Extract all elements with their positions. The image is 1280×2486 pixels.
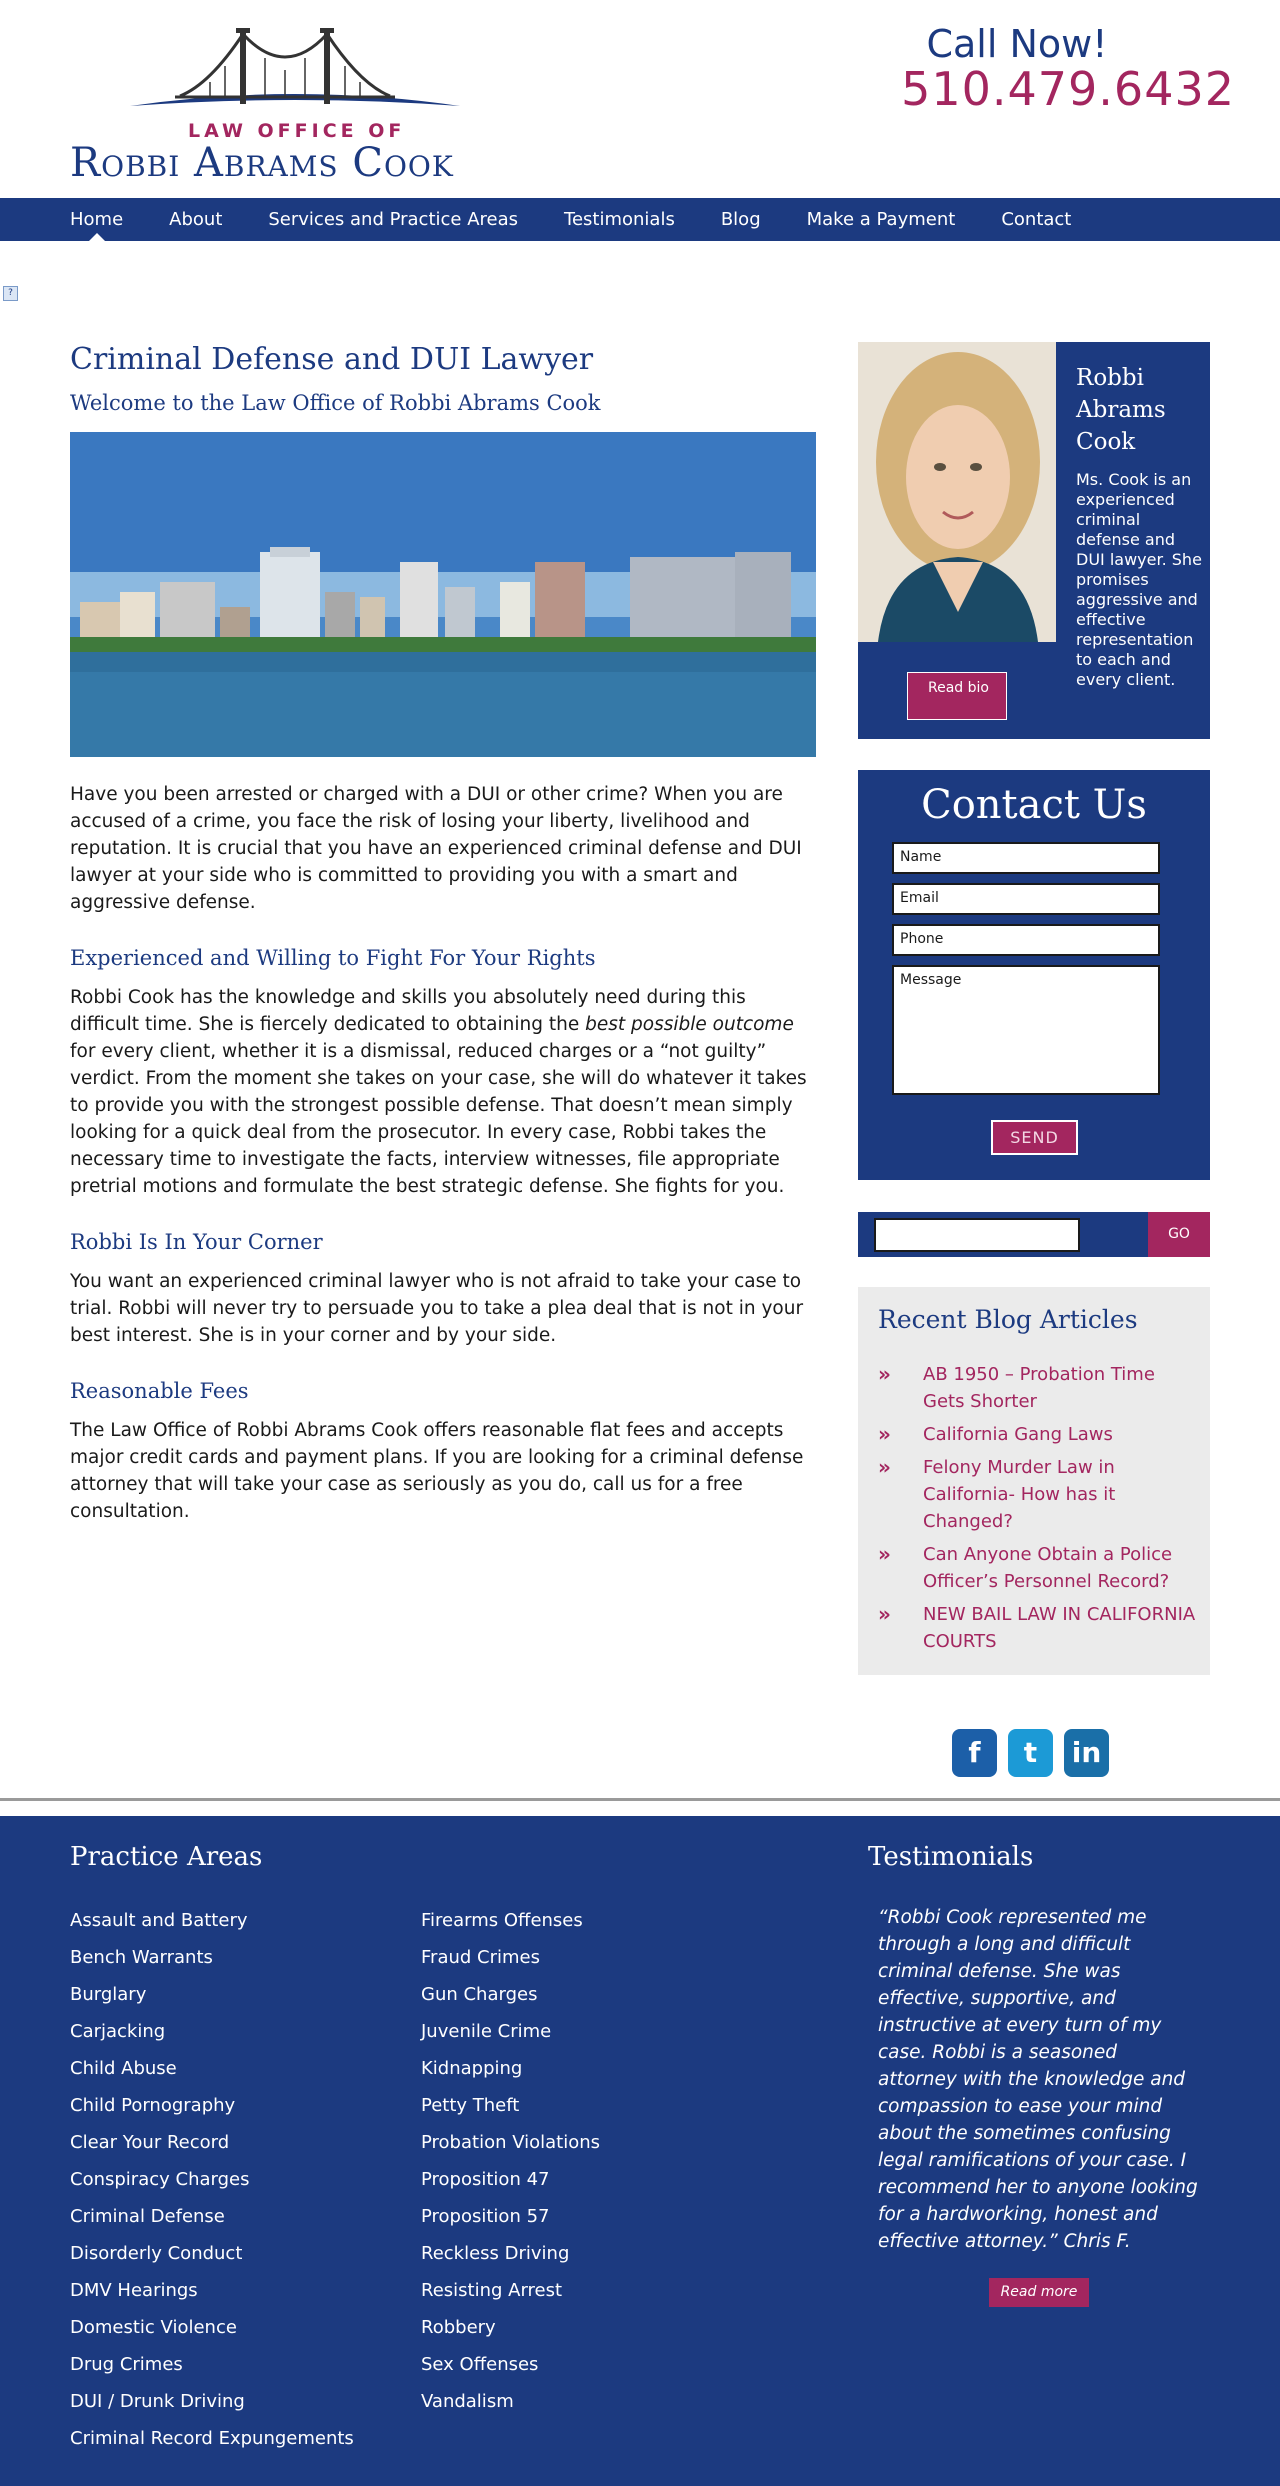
blog-article-title[interactable]: Felony Murder Law in California- How has it Changed? <box>923 1457 1116 1532</box>
practice-area-link[interactable]: Resisting Arrest <box>421 2280 563 2301</box>
name-field[interactable]: Name <box>892 842 1160 874</box>
blog-article-title[interactable]: AB 1950 – Probation Time Gets Shorter <box>923 1364 1155 1412</box>
practice-area-link[interactable]: Kidnapping <box>421 2058 523 2079</box>
practice-area-link[interactable]: Domestic Violence <box>70 2317 237 2338</box>
practice-area-link[interactable]: Carjacking <box>70 2021 166 2042</box>
site-header <box>0 0 1280 198</box>
social-links <box>952 1729 1120 1777</box>
blog-article-title[interactable]: California Gang Laws <box>923 1424 1113 1445</box>
intro-paragraph: Have you been arrested or charged with a DUI or other crime? When you are accused of a crime, you face the risk of losing your liberty, livelihood and reputation. It is crucial that you have an experienced criminal defense and DUI lawyer at your side who is committed to providing you with a smart and aggressive defense. <box>70 784 802 913</box>
blog-article-link[interactable] <box>878 1421 1198 1448</box>
practice-area-link[interactable]: Sex Offenses <box>421 2354 539 2375</box>
recent-blog-articles <box>858 1287 1210 1675</box>
nav-item-contact[interactable]: Contact <box>1001 209 1072 230</box>
practice-area-link[interactable]: Disorderly Conduct <box>70 2243 243 2264</box>
practice-area-link[interactable]: Criminal Record Expungements <box>70 2428 354 2449</box>
email-field[interactable]: Email <box>892 883 1160 915</box>
double-chevron-icon: » <box>878 1542 891 1566</box>
blog-article-title[interactable]: NEW BAIL LAW IN CALIFORNIA COURTS <box>923 1604 1196 1652</box>
main-nav <box>0 198 1280 241</box>
practice-area-link[interactable]: Gun Charges <box>421 1984 538 2005</box>
section-heading-experienced: Experienced and Willing to Fight For Your Rights <box>70 946 596 970</box>
emphasis-text: best possible outcome <box>585 1014 794 1035</box>
phone-field[interactable]: Phone <box>892 924 1160 956</box>
practice-area-link[interactable]: Firearms Offenses <box>421 1910 583 1931</box>
practice-area-link[interactable]: Bench Warrants <box>70 1947 213 1968</box>
practice-area-link[interactable]: Robbery <box>421 2317 496 2338</box>
section-heading-fees: Reasonable Fees <box>70 1379 249 1403</box>
section-text-experienced <box>70 984 816 1200</box>
testimonial-quote: “Robbi Cook represented me through a long and difficult criminal defense. She was effective, supportive, and instructive at every turn of my case. Robbi is a seasoned attorney with the knowledge and compassion to ease your mind about the sometimes confusing legal ramifications of your case. I recommend her to anyone looking for a hardworking, honest and effective attorney.” Chris F. <box>878 1907 1198 2252</box>
practice-area-link[interactable]: Burglary <box>70 1984 147 2005</box>
bio-card <box>858 342 1210 739</box>
contact-form <box>858 770 1210 1180</box>
double-chevron-icon: » <box>878 1362 891 1386</box>
practice-areas-title: Practice Areas <box>70 1842 263 1872</box>
practice-area-link[interactable]: Child Abuse <box>70 2058 177 2079</box>
accessibility-widget-icon[interactable]: ? <box>3 286 18 301</box>
facebook-icon[interactable]: f <box>952 1729 997 1777</box>
practice-areas-col-1 <box>70 1902 354 2457</box>
practice-area-link[interactable]: Probation Violations <box>421 2132 601 2153</box>
section-text-fees: The Law Office of Robbi Abrams Cook offers reasonable flat fees and accepts major credit cards and payment plans. If you are looking for a criminal defense attorney that will take your case as seriously as you do, call us for a free consultation. <box>70 1420 804 1522</box>
testimonials-title: Testimonials <box>868 1842 1034 1872</box>
double-chevron-icon: » <box>878 1602 891 1626</box>
double-chevron-icon: » <box>878 1455 891 1479</box>
logo[interactable] <box>70 24 520 184</box>
double-chevron-icon: » <box>878 1422 891 1446</box>
search-go-button[interactable]: GO <box>1148 1212 1210 1257</box>
blog-article-link[interactable] <box>878 1601 1198 1655</box>
portrait-illustration <box>858 342 1056 642</box>
practice-area-link[interactable]: Vandalism <box>421 2391 514 2412</box>
practice-area-link[interactable]: Child Pornography <box>70 2095 236 2116</box>
section-text-corner: You want an experienced criminal lawyer who is not afraid to take your case to trial. Robbi will never try to persuade you to take a plea deal that is not in your best interest. She is in your corner and by your side. <box>70 1271 804 1346</box>
bio-summary: Ms. Cook is an experienced criminal defense and DUI lawyer. She promises aggressive and effective representation to each and every client. <box>1076 470 1202 689</box>
section-heading-corner: Robbi Is In Your Corner <box>70 1230 323 1254</box>
site-footer <box>0 1816 1280 2486</box>
practice-area-link[interactable]: Petty Theft <box>421 2095 520 2116</box>
nav-item-about[interactable]: About <box>169 209 223 230</box>
search-bar <box>858 1212 1210 1257</box>
text-run: Robbi Cook has the knowledge and skills you absolutely need during this difficult time. She is fiercely dedicated to obtaining the <box>70 987 746 1035</box>
nav-item-blog[interactable]: Blog <box>720 209 761 230</box>
blog-title: Recent Blog Articles <box>878 1305 1138 1334</box>
call-now-label: Call Now! <box>926 22 1108 66</box>
page-title: Criminal Defense and DUI Lawyer <box>70 342 594 377</box>
phone-number-link[interactable]: 510.479.6432 <box>901 62 1235 116</box>
text-run: for every client, whether it is a dismissal, reduced charges or a “not guilty” verdict. From the moment she takes on your case, she will do whatever it takes to provide you with the strongest possible defense. That doesn’t mean simply looking for a quick deal from the prosecutor. In every case, Robbi takes the necessary time to investigate the facts, interview witnesses, file appropriate pretrial motions and formulate the best strategic defense. She fights for you. <box>70 1041 807 1197</box>
nav-item-payment[interactable]: Make a Payment <box>806 209 956 230</box>
twitter-icon[interactable]: t <box>1008 1729 1053 1777</box>
practice-area-link[interactable]: Conspiracy Charges <box>70 2169 250 2190</box>
footer-divider <box>0 1798 1280 1801</box>
practice-area-link[interactable]: Reckless Driving <box>421 2243 570 2264</box>
practice-area-link[interactable]: Fraud Crimes <box>421 1947 540 1968</box>
practice-area-link[interactable]: Clear Your Record <box>70 2132 230 2153</box>
practice-area-link[interactable]: Criminal Defense <box>70 2206 225 2227</box>
send-button[interactable]: SEND <box>991 1120 1078 1155</box>
contact-title: Contact Us <box>921 782 1147 828</box>
attorney-photo <box>858 342 1056 642</box>
logo-tagline: LAW OFFICE OF <box>188 120 406 142</box>
skyline-illustration <box>70 432 816 757</box>
practice-area-link[interactable]: DMV Hearings <box>70 2280 198 2301</box>
main-content <box>70 340 816 1525</box>
nav-item-testimonials[interactable]: Testimonials <box>564 209 675 230</box>
nav-item-home[interactable]: Home <box>70 198 123 241</box>
read-more-button[interactable]: Read more <box>989 2278 1089 2307</box>
practice-area-link[interactable]: Assault and Battery <box>70 1910 248 1931</box>
read-bio-button[interactable]: Read bio <box>907 672 1007 720</box>
blog-article-link[interactable] <box>878 1454 1198 1535</box>
message-field[interactable]: Message <box>892 965 1160 1095</box>
bio-name: Robbi Abrams Cook <box>1076 365 1166 455</box>
practice-areas-col-2 <box>421 1902 600 2420</box>
blog-article-link[interactable] <box>878 1361 1198 1415</box>
practice-area-link[interactable]: Drug Crimes <box>70 2354 183 2375</box>
nav-item-services[interactable]: Services and Practice Areas <box>268 209 519 230</box>
logo-name: Robbi Abrams Cook <box>70 140 454 186</box>
linkedin-icon[interactable]: in <box>1064 1729 1109 1777</box>
bridge-logo-icon <box>70 24 520 124</box>
blog-article-title[interactable]: Can Anyone Obtain a Police Officer’s Personnel Record? <box>923 1544 1173 1592</box>
page-subtitle: Welcome to the Law Office of Robbi Abrams Cook <box>70 391 601 415</box>
practice-area-link[interactable]: DUI / Drunk Driving <box>70 2391 245 2412</box>
blog-article-link[interactable] <box>878 1541 1198 1595</box>
practice-area-link[interactable]: Proposition 57 <box>421 2206 550 2227</box>
practice-area-link[interactable]: Juvenile Crime <box>421 2021 552 2042</box>
hero-skyline-image <box>70 432 816 757</box>
practice-area-link[interactable]: Proposition 47 <box>421 2169 550 2190</box>
search-input[interactable] <box>874 1218 1080 1252</box>
